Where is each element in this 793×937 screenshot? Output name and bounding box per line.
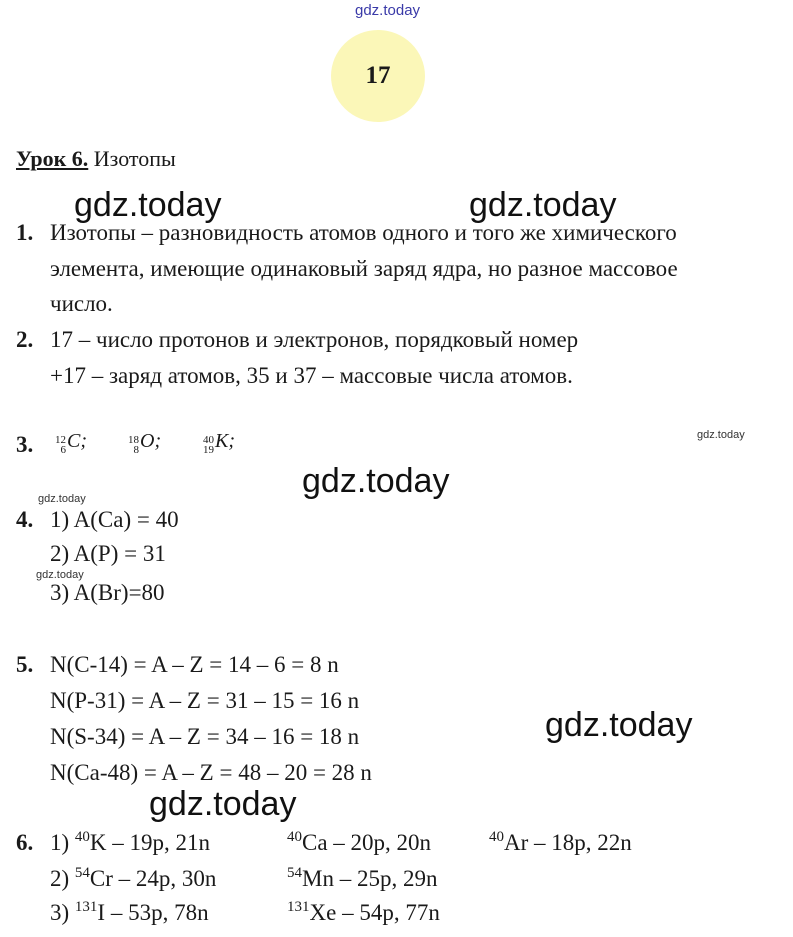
task-number: 3. <box>16 432 34 457</box>
nuclide-composition: Ca – 20p, 20n <box>302 830 432 855</box>
watermark-small: gdz.today <box>38 493 86 505</box>
item-prefix: 1) <box>50 830 75 855</box>
task1-line: элемента, имеющие одинаковый заряд ядра, но разное массовое <box>50 256 678 281</box>
isotope-notation <box>128 430 161 455</box>
task-number: 4. <box>16 507 34 532</box>
nuclide-composition: Ar – 18p, 22n <box>504 830 632 855</box>
watermark-small: gdz.today <box>697 429 745 441</box>
mass-number: 131 <box>287 899 310 915</box>
task4-line: 3) A(Br)=80 <box>50 580 165 605</box>
nuclide-composition: Mn – 25p, 29n <box>302 866 438 891</box>
task5-line: N(C-14) = A – Z = 14 – 6 = 8 n <box>50 652 339 677</box>
watermark: gdz.today <box>149 785 297 823</box>
nuclide-composition: Xe – 54p, 77n <box>309 900 440 925</box>
nuclide-entry <box>50 900 209 926</box>
mass-number: 40 <box>489 829 504 845</box>
watermark-top: gdz.today <box>355 2 421 19</box>
element-symbol: K <box>215 430 229 452</box>
mass-number: 18 <box>128 434 139 446</box>
task5-line: N(P-31) = A – Z = 31 – 15 = 16 n <box>50 688 360 713</box>
page-number-badge <box>331 30 425 122</box>
isotope-notation <box>203 430 235 455</box>
mass-number: 40 <box>74 829 90 845</box>
lesson-heading <box>16 146 176 172</box>
nuclide-entry <box>287 830 431 856</box>
task4-line: 2) A(P) = 31 <box>50 541 166 566</box>
nuclide-entry <box>50 830 210 856</box>
nuclide-entry <box>489 830 632 856</box>
task-number: 5. <box>16 652 34 677</box>
atomic-number: 6 <box>60 444 66 456</box>
nuclide-composition: K – 19p, 21n <box>89 830 211 855</box>
atomic-number: 19 <box>203 444 214 456</box>
nuclide-composition: Cr – 24p, 30n <box>89 866 217 891</box>
task5-line: N(S-34) = A – Z = 34 – 16 = 18 n <box>50 724 360 749</box>
nuclide-entry <box>50 866 216 892</box>
nuclide-composition: I – 53p, 78n <box>97 900 209 925</box>
task-number: 6. <box>16 830 34 855</box>
task1-line: число. <box>50 291 113 316</box>
mass-number: 40 <box>287 829 302 845</box>
mass-number: 131 <box>74 899 98 915</box>
mass-number: 12 <box>55 434 66 446</box>
item-prefix: 3) <box>50 900 75 925</box>
lesson-label: Урок 6. <box>16 146 89 171</box>
task2-line: +17 – заряд атомов, 35 и 37 – массовые числа атомов. <box>50 363 573 388</box>
watermark-small: gdz.today <box>36 569 84 581</box>
element-symbol: C <box>67 430 81 452</box>
atomic-number: 8 <box>133 444 139 456</box>
lesson-title: Изотопы <box>93 146 176 171</box>
task-number: 1. <box>16 220 34 245</box>
nuclide-entry <box>287 866 437 892</box>
task1-line: Изотопы – разновидность атомов одного и того же химического <box>50 220 677 245</box>
watermark: gdz.today <box>74 186 222 224</box>
separator: ; <box>154 430 162 452</box>
separator: ; <box>228 430 236 452</box>
task2-line: 17 – число протонов и электронов, порядковый номер <box>50 327 579 352</box>
task-number: 2. <box>16 327 34 352</box>
nuclide-entry <box>287 900 440 926</box>
mass-number: 40 <box>203 434 214 446</box>
page-number: 17 <box>365 62 391 89</box>
task4-line: 1) A(Ca) = 40 <box>50 507 179 532</box>
task5-line: N(Ca-48) = A – Z = 48 – 20 = 28 n <box>50 760 372 785</box>
watermark: gdz.today <box>302 462 450 500</box>
mass-number: 54 <box>287 865 302 881</box>
separator: ; <box>80 430 88 452</box>
item-prefix: 2) <box>50 866 75 891</box>
watermark: gdz.today <box>545 706 693 744</box>
mass-number: 54 <box>74 865 90 881</box>
element-symbol: O <box>140 430 155 452</box>
isotope-notation <box>55 430 87 455</box>
watermark: gdz.today <box>469 186 617 224</box>
